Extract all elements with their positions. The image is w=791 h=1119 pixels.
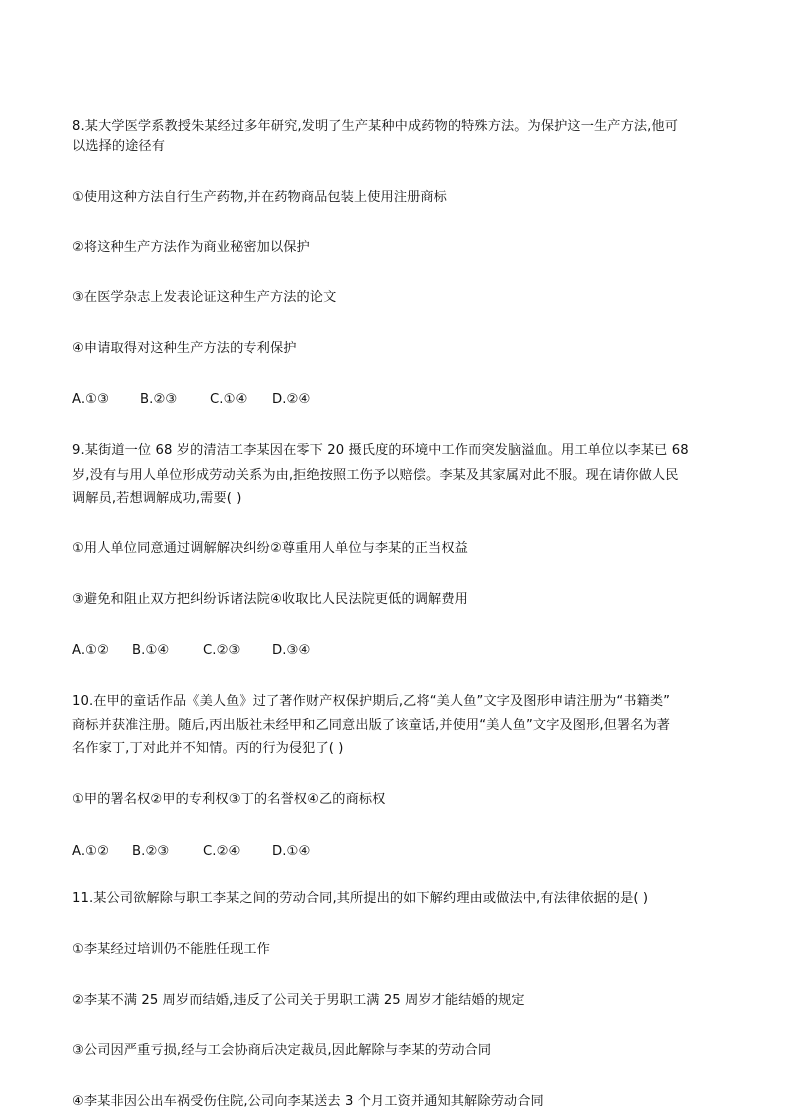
q9-stem-line-1: 9.某街道一位 68 岁的清洁工李某因在零下 20 摄氏度的环境中工作而突发脑溢血。用工单位以李某已 68 (72, 443, 689, 458)
q11-item-3: ③公司因严重亏损,经与工会协商后决定裁员,因此解除与李某的劳动合同 (72, 1043, 492, 1058)
q10-stem-line-2: 商标并获准注册。随后,丙出版社未经甲和乙同意出版了该童话,并使用“美人鱼”文字及图形,但署名为著 (72, 718, 671, 733)
q8-option-b: B.②③ (140, 392, 178, 407)
q8-options (72, 390, 732, 410)
q9-item-4: ④收取比人民法院更低的调解费用 (269, 592, 468, 607)
q8-option-c: C.①④ (210, 392, 248, 407)
q8-stem-line-1: 8.某大学医学系教授朱某经过多年研究,发明了生产某种中成药物的特殊方法。为保护这一生产方法,他可 (72, 119, 679, 134)
q10-options (72, 842, 732, 862)
q9-items-row-2 (72, 590, 732, 610)
q9-option-a: A.①② (72, 643, 110, 658)
q9-item-2: ②尊重用人单位与李某的正当权益 (269, 541, 468, 556)
q9-stem-line-2: 岁,没有与用人单位形成劳动关系为由,拒绝按照工伤予以赔偿。李某及其家属对此不服。现在请你做人民 (72, 468, 679, 483)
q9-option-c: C.②③ (203, 643, 241, 658)
q10-stem-line-3: 名作家丁,丁对此并不知情。丙的行为侵犯了( ) (72, 741, 344, 756)
q8-item-4: ④申请取得对这种生产方法的专利保护 (72, 341, 297, 356)
q11-stem-line-1: 11.某公司欲解除与职工李某之间的劳动合同,其所提出的如下解约理由或做法中,有法律依据的是( ) (72, 891, 649, 906)
q9-items-row-1 (72, 539, 732, 559)
q8-option-a: A.①③ (72, 392, 110, 407)
q9-option-d: D.③④ (272, 643, 311, 658)
q9-options (72, 641, 732, 661)
q11-item-1: ①李某经过培训仍不能胜任现工作 (72, 942, 270, 957)
q9-stem-line-3: 调解员,若想调解成功,需要( ) (72, 491, 242, 506)
q8-item-2: ②将这种生产方法作为商业秘密加以保护 (72, 240, 310, 255)
q10-option-a: A.①② (72, 844, 110, 859)
q10-option-c: C.②④ (203, 844, 241, 859)
q10-items (72, 790, 732, 810)
q10-stem-line-1: 10.在甲的童话作品《美人鱼》过了著作财产权保护期后,乙将“美人鱼”文字及图形申请注册为“书籍类” (72, 694, 671, 709)
q10-option-b: B.②③ (132, 844, 170, 859)
q11-item-4: ④李某非因公出车祸受伤住院,公司向李某送去 3 个月工资并通知其解除劳动合同 (72, 1094, 544, 1109)
q10-item-3: ③丁的名誉权 (228, 792, 308, 807)
q9-item-1: ①用人单位同意通过调解解决纠纷 (72, 541, 270, 556)
q10-item-1: ①甲的署名权 (72, 792, 151, 807)
q8-option-d: D.②④ (272, 392, 311, 407)
q8-stem-line-2: 以选择的途径有 (72, 139, 166, 154)
q10-item-4: ④乙的商标权 (307, 792, 386, 807)
q11-item-2: ②李某不满 25 周岁而结婚,违反了公司关于男职工满 25 周岁才能结婚的规定 (72, 993, 525, 1008)
q10-item-2: ②甲的专利权 (150, 792, 229, 807)
q9-option-b: B.①④ (132, 643, 170, 658)
q8-item-3: ③在医学杂志上发表论证这种生产方法的论文 (72, 290, 337, 305)
q9-item-3: ③避免和阻止双方把纠纷诉诸法院 (72, 592, 270, 607)
q10-option-d: D.①④ (272, 844, 311, 859)
q8-item-1: ①使用这种方法自行生产药物,并在药物商品包装上使用注册商标 (72, 190, 447, 205)
